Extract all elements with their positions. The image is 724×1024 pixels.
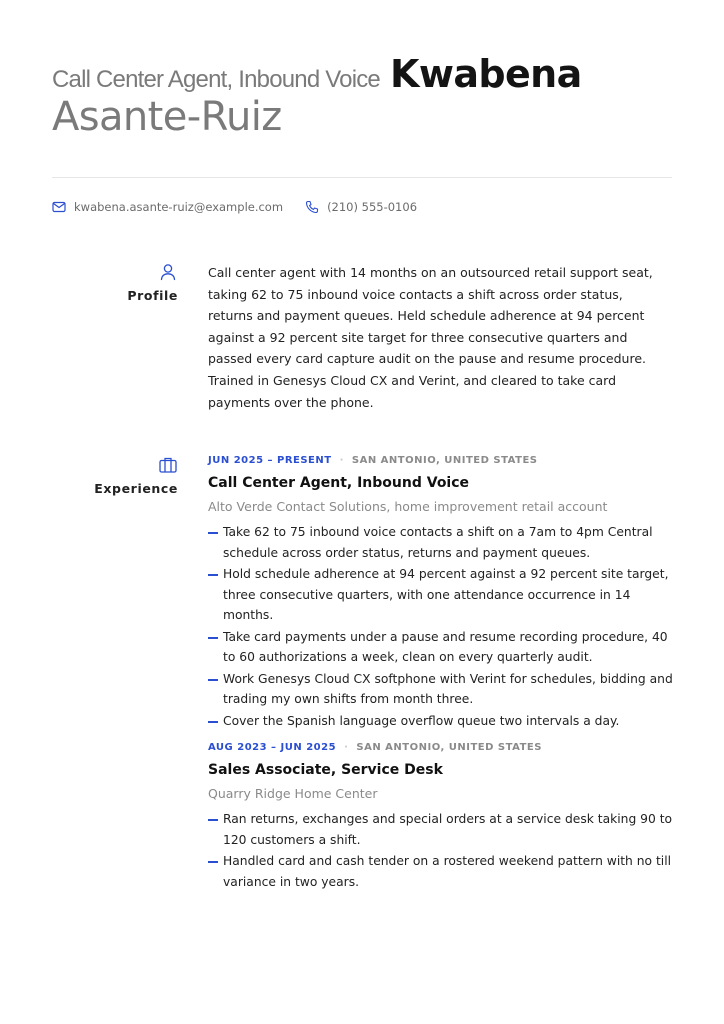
list-item: Ran returns, exchanges and special orders at a service desk taking 90 to 120 customers a shift. xyxy=(208,809,678,850)
profile-icon-wrap xyxy=(0,262,178,282)
job-bullets xyxy=(208,522,678,731)
meta-separator: · xyxy=(344,742,349,753)
job-dates: AUG 2023 – JUN 2025 xyxy=(208,742,337,753)
phone-icon xyxy=(305,200,319,214)
job-meta xyxy=(208,455,678,466)
job-title: Call Center Agent, Inbound Voice xyxy=(208,475,470,491)
job-company: Quarry Ridge Home Center xyxy=(208,786,378,801)
meta-separator: · xyxy=(339,455,344,466)
profile-summary: Call center agent with 14 months on an outsourced retail support seat, taking 62 to 75 inbound voice contacts a shift across order status, returns and payment queues. Held schedule adherence at 94 percent against a 92 percent site target for three consecutive quarters and passed every card capture audit on the pause and resume procedure. Trained in Genesys Cloud CX and Verint, and cleared to take card payments over the phone. xyxy=(208,265,653,410)
user-icon xyxy=(158,262,178,282)
job-meta xyxy=(208,742,678,753)
headline-job-title: Call Center Agent, Inbound Voice xyxy=(52,66,380,93)
contact-phone[interactable] xyxy=(305,200,417,214)
job-entry xyxy=(208,455,678,732)
profile-heading: Profile xyxy=(127,288,178,303)
contact-email[interactable] xyxy=(52,200,283,214)
title-line xyxy=(52,52,672,96)
experience-heading: Experience xyxy=(94,481,178,496)
list-item: Take 62 to 75 inbound voice contacts a shift on a 7am to 4pm Central schedule across order status, returns and payment queues. xyxy=(208,522,678,563)
header-divider xyxy=(52,177,672,178)
list-item: Cover the Spanish language overflow queue two intervals a day. xyxy=(208,711,678,732)
job-location: SAN ANTONIO, UNITED STATES xyxy=(356,742,542,753)
list-item: Handled card and cash tender on a rostered weekend pattern with no till variance in two years. xyxy=(208,851,678,892)
job-location: SAN ANTONIO, UNITED STATES xyxy=(351,455,538,466)
job-entry xyxy=(208,742,678,893)
last-name: Asante-Ruiz xyxy=(52,94,282,140)
resume-header xyxy=(52,52,672,140)
job-title: Sales Associate, Service Desk xyxy=(208,762,443,778)
list-item: Take card payments under a pause and resume recording procedure, 40 to 60 authorizations a week, clean on every quarterly audit. xyxy=(208,627,678,668)
briefcase-icon xyxy=(158,455,178,475)
experience-section-head xyxy=(0,455,178,496)
job-bullets xyxy=(208,809,678,892)
job-dates: JUN 2025 – PRESENT xyxy=(208,455,332,466)
mail-icon xyxy=(52,201,66,213)
contact-bar xyxy=(52,200,417,214)
email-text: kwabena.asante-ruiz@example.com xyxy=(74,200,284,214)
profile-section-head xyxy=(0,262,178,303)
first-name: Kwabena xyxy=(389,52,582,96)
experience-icon-wrap xyxy=(0,455,178,475)
list-item: Hold schedule adherence at 94 percent against a 92 percent site target, three consecutive quarters, with one attendance occurrence in 14 months. xyxy=(208,564,678,626)
job-company: Alto Verde Contact Solutions, home improvement retail account xyxy=(208,499,608,514)
phone-text: (210) 555-0106 xyxy=(327,200,418,214)
list-item: Work Genesys Cloud CX softphone with Verint for schedules, bidding and trading my own shifts from month three. xyxy=(208,669,678,710)
